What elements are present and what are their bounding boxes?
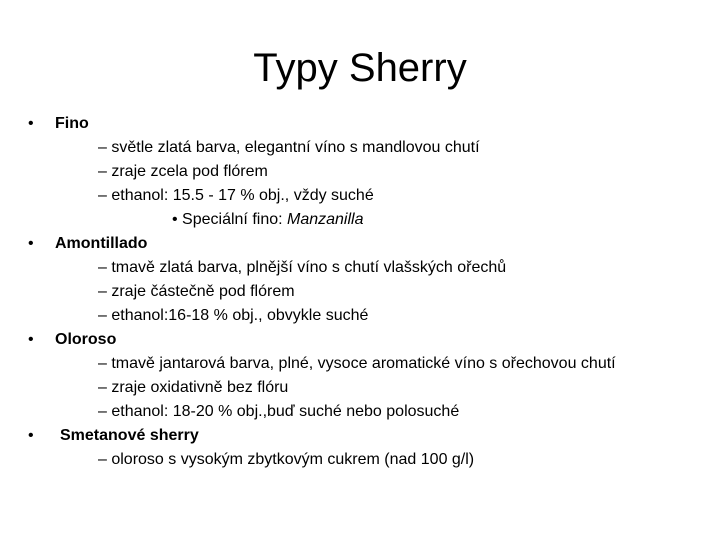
section-heading-amontillado: Amontillado <box>55 235 148 252</box>
bullet-marker: • <box>28 427 34 444</box>
slide-title: Typy Sherry <box>253 46 467 90</box>
oloroso-line-1: – tmavě jantarová barva, plné, vysoce aromatické víno s ořechovou chutí <box>98 355 616 372</box>
smetanove-line-1: – oloroso s vysokým zbytkovým cukrem (nad 100 g/l) <box>98 451 475 468</box>
section-heading-oloroso: Oloroso <box>55 331 117 348</box>
fino-sub-bullet <box>172 208 363 232</box>
fino-sub-bullet-emphasis: Manzanilla <box>287 211 364 228</box>
fino-line-1: – světle zlatá barva, elegantní víno s mandlovou chutí <box>98 139 480 156</box>
fino-line-2: – zraje zcela pod flórem <box>98 163 268 180</box>
bullet-marker: • <box>28 115 34 132</box>
fino-line-3: – ethanol: 15.5 - 17 % obj., vždy suché <box>98 187 374 204</box>
section-heading-fino: Fino <box>55 115 89 132</box>
amontillado-line-1: – tmavě zlatá barva, plnější víno s chutí vlašských ořechů <box>98 259 507 276</box>
amontillado-line-2: – zraje částečně pod flórem <box>98 283 295 300</box>
amontillado-line-3: – ethanol:16-18 % obj., obvykle suché <box>98 307 369 324</box>
oloroso-line-3: – ethanol: 18-20 % obj.,buď suché nebo polosuché <box>98 403 460 420</box>
bullet-marker: • <box>28 331 34 348</box>
bullet-marker: • <box>28 235 34 252</box>
fino-sub-bullet-prefix: • Speciální fino: <box>172 211 287 228</box>
section-heading-smetanove: Smetanové sherry <box>60 427 199 444</box>
oloroso-line-2: – zraje oxidativně bez flóru <box>98 379 289 396</box>
